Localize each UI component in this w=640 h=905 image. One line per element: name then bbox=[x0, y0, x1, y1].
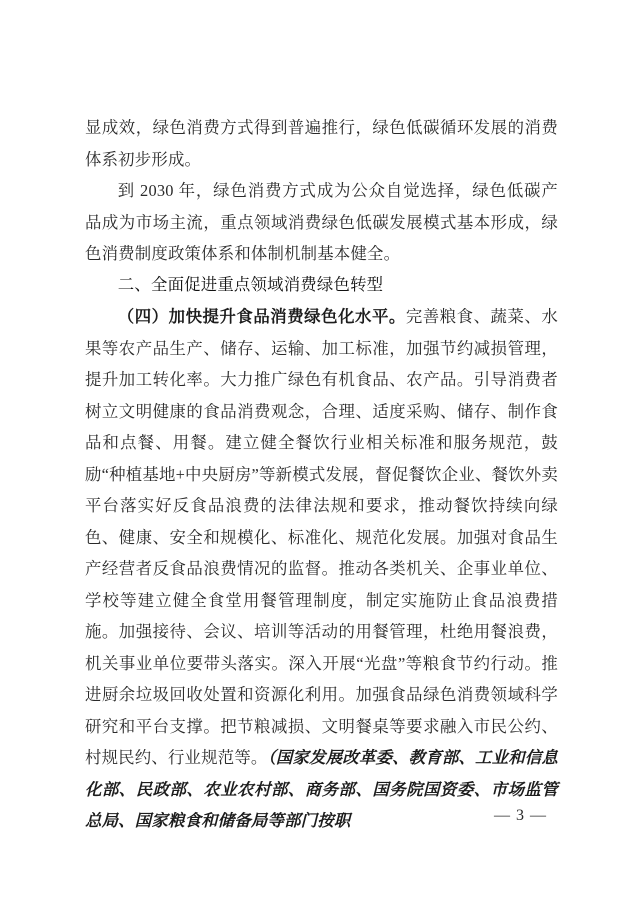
text-segment: 显成效，绿色消费方式得到普遍推行，绿色低碳循环发展的消费体系初步形成。 bbox=[85, 118, 558, 169]
text-segment: 完善粮食、蔬菜、水果等农产品生产、储存、运输、加工标准，加强节约减损管理，提升加工转化率。大力推广绿色有机食品、农产品。引导消费者树立文明健康的食品消费观念，合理、适度采购、储存、制作食品和点餐、用餐。建立健全餐饮行业相关标准和服务规范，鼓励“种植基地+中央厨房”等新模式发展，督促餐饮企业、餐饮外卖平台落实好反食品浪费的法律法规和要求，推动餐饮持续向绿色、健康、安全和规模化、标准化、规范化发展。加强对食品生产经营者反食品浪费情况的监督。推动各类机关、企事业单位、学校等建立健全食堂用餐管理制度，制定实施防止食品浪费措施。加强接待、会议、培训等活动的用餐管理，杜绝用餐浪费，机关事业单位要带头落实。深入开展“光盘”等粮食节约行动。推进厨余垃圾回收处置和资源化利用。加强食品绿色消费领域科学研究和平台支撑。把节粮减损、文明餐桌等要求融入市民公约、村规民约、行业规范等。 bbox=[85, 307, 558, 767]
paragraph bbox=[85, 175, 558, 270]
paragraph bbox=[85, 301, 558, 837]
text-segment: （国家发展改革委、教育部、工业和信息化部、民政部、农业农村部、商务部、国务院国资委、市场监管总局、国家粮食和储备局等部门按职 bbox=[85, 748, 558, 830]
section-heading bbox=[85, 270, 558, 302]
text-segment: 二、全面促进重点领域消费绿色转型 bbox=[117, 275, 384, 294]
text-segment: 到 2030 年，绿色消费方式成为公众自觉选择，绿色低碳产品成为市场主流，重点领域消费绿色低碳发展模式基本形成，绿色消费制度政策体系和体制机制基本健全。 bbox=[85, 181, 558, 263]
page-number: — 3 — bbox=[494, 807, 547, 824]
paragraph bbox=[85, 112, 558, 175]
document-body bbox=[85, 112, 558, 837]
text-segment: （四）加快提升食品消费绿色化水平。 bbox=[117, 307, 406, 326]
